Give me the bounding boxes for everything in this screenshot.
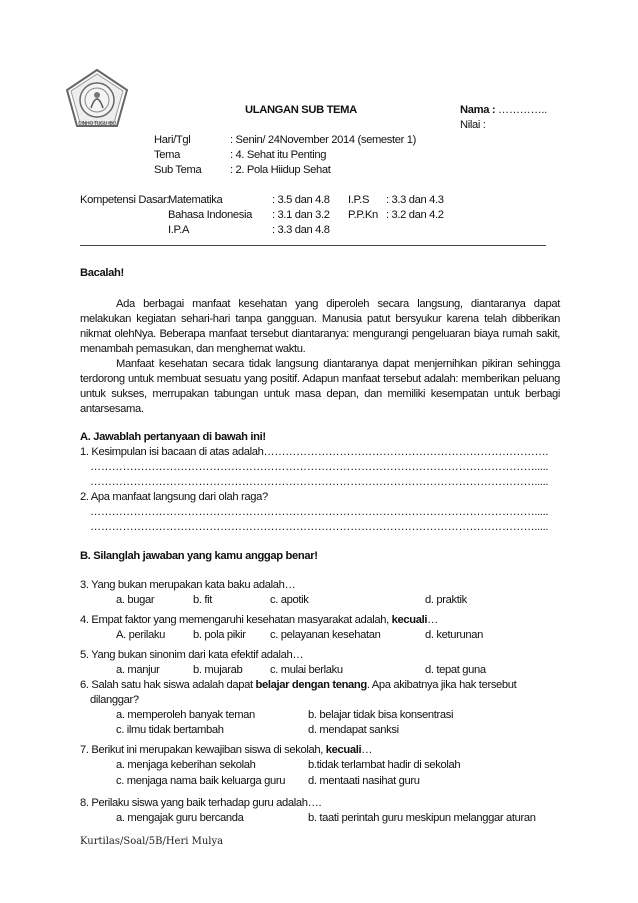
question-3: 3. Yang bukan merupakan kata baku adalah… [80, 579, 296, 591]
option-a[interactable]: A. perilaku [116, 629, 166, 641]
option-b[interactable]: b. fit [193, 594, 213, 606]
option-d[interactable]: d. tepat guna [425, 664, 486, 676]
option-b[interactable]: b. taati perintah guru meskipun melanggar aturan [308, 812, 536, 824]
question-7 [80, 744, 372, 756]
answer-line[interactable]: ……………………………………………………………………………………………………………..... [90, 476, 549, 488]
option-c[interactable]: c. menjaga nama baik keluarga guru [116, 775, 286, 787]
option-b[interactable]: b. mujarab [193, 664, 243, 676]
question-1: 1. Kesimpulan isi bacaan di atas adalah……………………………………………………………………. [80, 446, 549, 458]
subtema-value: : 2. Pola Hiidup Sehat [230, 164, 331, 176]
question-6 [80, 679, 516, 691]
kd-subject2: I.P.S [348, 194, 370, 206]
tema-value: : 4. Sehat itu Penting [230, 149, 327, 161]
reading-paragraph-1 [80, 297, 560, 357]
kd-value2: : 3.3 dan 4.3 [386, 194, 444, 206]
option-c[interactable]: c. pelayanan kesehatan [270, 629, 381, 641]
option-a[interactable]: a. memperoleh banyak teman [116, 709, 255, 721]
question-text: 4. Empat faktor yang memengaruhi kesehatan masyarakat adalah, [80, 614, 392, 626]
kd-subject: Bahasa Indonesia [168, 209, 252, 221]
question-emphasis: kecuali [391, 614, 428, 626]
nama-label: Nama : [460, 104, 496, 116]
kd-value: : 3.3 dan 4.8 [272, 224, 330, 236]
subtema-label: Sub Tema [154, 164, 202, 176]
kd-value: : 3.5 dan 4.8 [272, 194, 330, 206]
paragraph-text: Ada berbagai manfaat kesehatan yang diperoleh secara langsung, diantaranya dapat melakukan kegiatan sehari-hari tanpa gangguan. Manusia patut bersyukur karena telah dibberikan nikmat olehNya. Beberapa manfaat tersebut diantaranya: mengurangi pengeluaran biaya rumah sakit, menambah pemasukan, dan menghemat waktu. [80, 298, 560, 355]
kd-subject2: P.P.Kn [348, 209, 378, 221]
nama-dots: ………….. [497, 104, 547, 116]
answer-line[interactable]: ……………………………………………………………………………………………………………..... [90, 521, 549, 533]
reading-paragraph-2 [80, 357, 560, 417]
question-text: 7. Berikut ini merupakan kewajiban siswa di sekolah, [80, 744, 326, 756]
paragraph-text: Manfaat kesehatan secara tidak langsung diantaranya dapat menjernihkan pikiran sehingga terdorong untuk membuat sesuatu yang positif. Adapun manfaat tersebut adalah: memberikan peluang untuk sukses, merrupakan tabungan untuk masa depan, dan memiliki kesempatan untuk berbagi antarsesama. [80, 358, 560, 415]
kd-value2: : 3.2 dan 4.2 [386, 209, 444, 221]
nama-field [460, 104, 547, 116]
question-emphasis: kecuali [325, 744, 362, 756]
question-text: … [427, 614, 438, 626]
question-text: . Apa akibatnya jika hak tersebut [366, 679, 517, 691]
school-logo [63, 68, 131, 130]
option-c[interactable]: c. mulai berlaku [270, 664, 343, 676]
option-b[interactable]: b. belajar tidak bisa konsentrasi [308, 709, 454, 721]
question-2: 2. Apa manfaat langsung dari olah raga? [80, 491, 268, 503]
question-text: … [361, 744, 373, 756]
question-6-cont: dilanggar? [90, 694, 139, 706]
option-a[interactable]: a. menjaga keberihan sekolah [116, 759, 256, 771]
option-a[interactable]: a. mengajak guru bercanda [116, 812, 244, 824]
question-5: 5. Yang bukan sinonim dari kata efektif adalah… [80, 649, 304, 661]
option-b[interactable]: b.tidak terlambat hadir di sekolah [308, 759, 461, 771]
kd-value: : 3.1 dan 3.2 [272, 209, 330, 221]
option-b[interactable]: b. pola pikir [193, 629, 246, 641]
section-b-title: B. Silanglah jawaban yang kamu anggap benar! [80, 550, 318, 562]
question-8: 8. Perilaku siswa yang baik terhadap guru adalah…. [80, 797, 322, 809]
question-emphasis: belajar dengan tenang [255, 679, 367, 691]
hari-tgl-value: : Senin/ 24November 2014 (semester 1) [230, 134, 417, 146]
answer-line[interactable]: ……………………………………………………………………………………………………………..... [90, 461, 549, 473]
option-d[interactable]: d. mendapat sanksi [308, 724, 399, 736]
kd-subject: Matematika [168, 194, 223, 206]
option-d[interactable]: d. praktik [425, 594, 467, 606]
option-c[interactable]: c. ilmu tidak bertambah [116, 724, 224, 736]
tema-label: Tema [154, 149, 180, 161]
question-text: 6. Salah satu hak siswa adalah dapat [80, 679, 256, 691]
section-a-title: A. Jawablah pertanyaan di bawah ini! [80, 431, 266, 443]
exam-title: ULANGAN SUB TEMA [245, 104, 357, 116]
bacalah-title: Bacalah! [80, 267, 124, 279]
option-a[interactable]: a. bugar [116, 594, 155, 606]
option-d[interactable]: d. keturunan [425, 629, 483, 641]
option-c[interactable]: c. apotik [270, 594, 309, 606]
nilai-label: Nilai : [460, 119, 486, 131]
kd-subject: I.P.A [168, 224, 190, 236]
answer-line[interactable]: ……………………………………………………………………………………………………………..... [90, 506, 549, 518]
footer-credit: Kurtilas/Soal/5B/Heri Mulya [80, 836, 224, 847]
divider [80, 245, 546, 246]
option-a[interactable]: a. manjur [116, 664, 160, 676]
question-4 [80, 614, 438, 626]
hari-tgl-label: Hari/Tgl [154, 134, 191, 146]
kompetensi-label: Kompetensi Dasar: [80, 194, 170, 206]
logo-text: CINHO TUGU IBU [78, 121, 116, 127]
option-d[interactable]: d. mentaati nasihat guru [308, 775, 420, 787]
